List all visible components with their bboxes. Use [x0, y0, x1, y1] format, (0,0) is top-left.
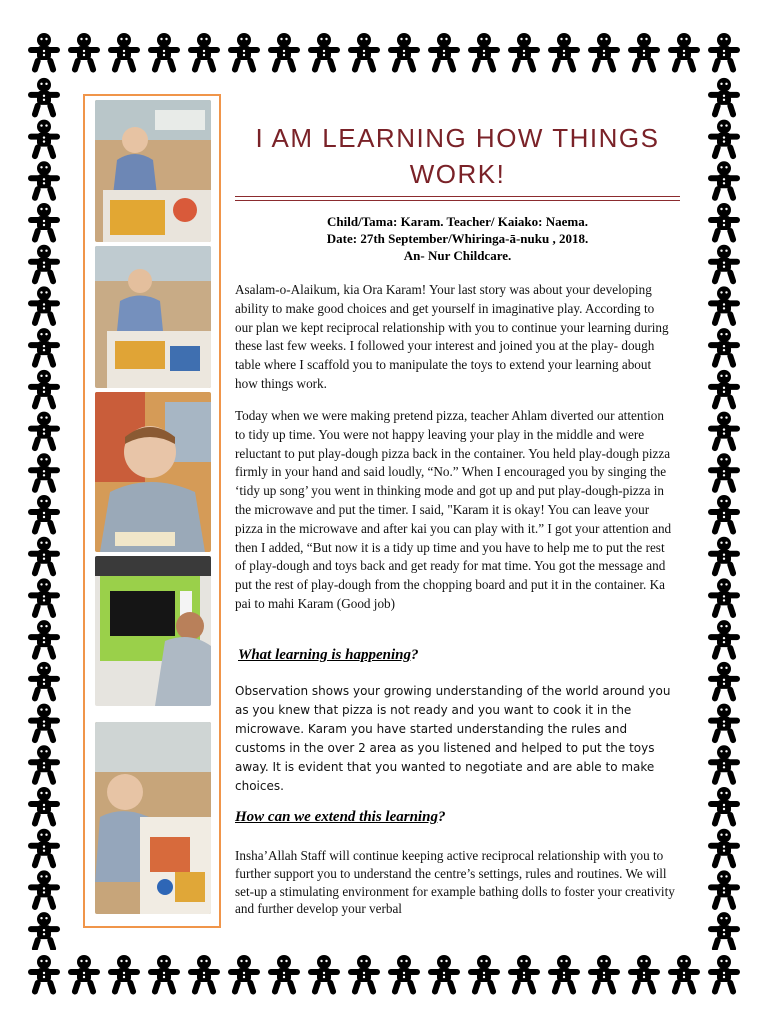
gingerbread-man-icon: [468, 33, 500, 73]
extend-paragraph: Insha’Allah Staff will continue keeping active reciprocal relationship with you to further support you to understand the centre’s settings, rules and routines. We will set-up a stimulating environment for example bathing dolls to foster your creativity and further develop your verbal: [235, 848, 675, 917]
gingerbread-man-icon: [68, 955, 100, 995]
gingerbread-man-icon: [188, 955, 220, 995]
gingerbread-man-icon: [268, 33, 300, 73]
gingerbread-man-icon: [508, 33, 540, 73]
gingerbread-man-icon: [28, 745, 60, 785]
gingerbread-man-icon: [708, 203, 740, 243]
gingerbread-man-icon: [28, 829, 60, 869]
gingerbread-man-icon: [468, 955, 500, 995]
gingerbread-border-top: [24, 28, 744, 74]
gingerbread-man-icon: [668, 33, 700, 73]
gingerbread-man-icon: [708, 870, 740, 910]
gingerbread-man-icon: [28, 912, 60, 950]
gingerbread-man-icon: [708, 912, 740, 950]
gingerbread-man-icon: [28, 787, 60, 827]
gingerbread-man-icon: [708, 412, 740, 452]
gingerbread-man-icon: [708, 33, 740, 73]
photo-child-portrait: [95, 392, 211, 552]
gingerbread-man-icon: [708, 495, 740, 535]
gingerbread-man-icon: [428, 955, 460, 995]
gingerbread-man-icon: [28, 203, 60, 243]
gingerbread-man-icon: [28, 955, 60, 995]
gingerbread-man-icon: [588, 33, 620, 73]
gingerbread-man-icon: [228, 955, 260, 995]
gingerbread-man-icon: [388, 955, 420, 995]
gingerbread-man-icon: [588, 955, 620, 995]
gingerbread-man-icon: [388, 33, 420, 73]
gingerbread-man-icon: [708, 745, 740, 785]
gingerbread-man-icon: [708, 787, 740, 827]
gingerbread-man-icon: [108, 33, 140, 73]
extend-heading: [235, 809, 675, 826]
gingerbread-man-icon: [28, 286, 60, 326]
gingerbread-man-icon: [708, 829, 740, 869]
gingerbread-man-icon: [28, 120, 60, 160]
gingerbread-man-icon: [148, 955, 180, 995]
gingerbread-man-icon: [28, 412, 60, 452]
gingerbread-man-icon: [508, 955, 540, 995]
gingerbread-man-icon: [28, 370, 60, 410]
gingerbread-man-icon: [628, 955, 660, 995]
story-paragraph-2: Today when we were making pretend pizza, teacher Ahlam diverted our attention to tidy up time. You were not happy leaving your play in the middle and were reluctant to put play-dough pizza back in the container. You held play-dough pizza firmly in your hand and said loudly, “No.” When I encouraged you by singing the ‘tidy up song’ you went in thinking mode and got up and put play-dough-pizza in the microwave and put the timer. I said, "Karam it is okay! You can leave your pizza in the microwave and after kai you can play with it.” I got your attention and then I added, “But now it is a tidy up time and you have to help me to put the rest of play-dough and toys back and get ready for mat time. You got the message and put the rest of play-dough from the chopping board and put it in the container. Ka pai to mahi Karam (Good job): [235, 408, 672, 611]
photo-column: [83, 94, 221, 928]
page-title: I AM LEARNING HOW THINGS WORK!: [255, 123, 660, 189]
gingerbread-man-icon: [228, 33, 260, 73]
learning-heading-text: What learning is happening: [238, 647, 411, 663]
gingerbread-man-icon: [28, 662, 60, 702]
learning-heading: [238, 647, 678, 664]
gingerbread-man-icon: [28, 245, 60, 285]
centre-line: An- Nur Childcare.: [403, 248, 512, 263]
gingerbread-man-icon: [28, 33, 60, 73]
gingerbread-man-icon: [28, 328, 60, 368]
gingerbread-man-icon: [628, 33, 660, 73]
gingerbread-man-icon: [348, 33, 380, 73]
gingerbread-man-icon: [708, 370, 740, 410]
extend-heading-text: How can we extend this learning: [235, 809, 438, 825]
gingerbread-man-icon: [148, 33, 180, 73]
gingerbread-border-right: [704, 74, 744, 950]
gingerbread-man-icon: [28, 161, 60, 201]
gingerbread-man-icon: [108, 955, 140, 995]
gingerbread-man-icon: [708, 662, 740, 702]
story-paragraph-1: Asalam-o-Alaikum, kia Ora Karam! Your last story was about your developing ability to make good choices and get yourself in imaginative play. According to our plan we kept reciprocal relationship with you to continue your learning during these last few weeks. I followed your interest and joined you at the play- dough table where I scaffold you to manipulate the toys to extend your learning about how things work.: [235, 282, 669, 391]
gingerbread-man-icon: [708, 161, 740, 201]
gingerbread-man-icon: [28, 453, 60, 493]
extend-heading-qmark: ?: [437, 809, 446, 825]
gingerbread-man-icon: [708, 955, 740, 995]
title-divider: [235, 196, 680, 197]
gingerbread-man-icon: [28, 578, 60, 618]
gingerbread-man-icon: [708, 453, 740, 493]
gingerbread-man-icon: [708, 286, 740, 326]
gingerbread-man-icon: [548, 955, 580, 995]
gingerbread-man-icon: [68, 33, 100, 73]
gingerbread-man-icon: [708, 578, 740, 618]
gingerbread-man-icon: [28, 537, 60, 577]
gingerbread-man-icon: [28, 704, 60, 744]
gingerbread-border-left: [24, 74, 64, 950]
gingerbread-man-icon: [308, 955, 340, 995]
learning-paragraph: Observation shows your growing understanding of the world around you as you knew that pizza is not ready and you want to cook it in the microwave. Karam you have started understanding the rules and customs in the over 2 area as you listened and helped to put the toys away. It is evident that you wanted to negotiate and are able to make choices.: [235, 684, 671, 793]
child-teacher-line: Child/Tama: Karam. Teacher/ Kaiako: Naema.: [327, 214, 588, 229]
date-line: Date: 27th September/Whiringa-ā-nuku , 2018.: [326, 231, 589, 246]
gingerbread-man-icon: [188, 33, 220, 73]
learning-heading-qmark: ?: [410, 647, 419, 663]
gingerbread-man-icon: [428, 33, 460, 73]
gingerbread-man-icon: [708, 537, 740, 577]
photo-child-at-table: [95, 100, 211, 242]
gingerbread-man-icon: [708, 245, 740, 285]
gingerbread-man-icon: [28, 495, 60, 535]
gingerbread-border-bottom: [24, 950, 744, 996]
gingerbread-man-icon: [708, 620, 740, 660]
gingerbread-man-icon: [708, 328, 740, 368]
gingerbread-man-icon: [28, 620, 60, 660]
gingerbread-man-icon: [348, 955, 380, 995]
gingerbread-man-icon: [28, 78, 60, 118]
gingerbread-man-icon: [668, 955, 700, 995]
gingerbread-man-icon: [548, 33, 580, 73]
gingerbread-man-icon: [708, 120, 740, 160]
gingerbread-man-icon: [708, 704, 740, 744]
photo-child-playing: [95, 722, 211, 914]
gingerbread-man-icon: [708, 78, 740, 118]
gingerbread-man-icon: [28, 870, 60, 910]
gingerbread-man-icon: [308, 33, 340, 73]
child-info: [235, 213, 680, 264]
photo-child-with-playdough: [95, 246, 211, 388]
title-divider-2: [235, 200, 680, 201]
gingerbread-man-icon: [268, 955, 300, 995]
photo-child-at-toy-microwave: [95, 556, 211, 706]
